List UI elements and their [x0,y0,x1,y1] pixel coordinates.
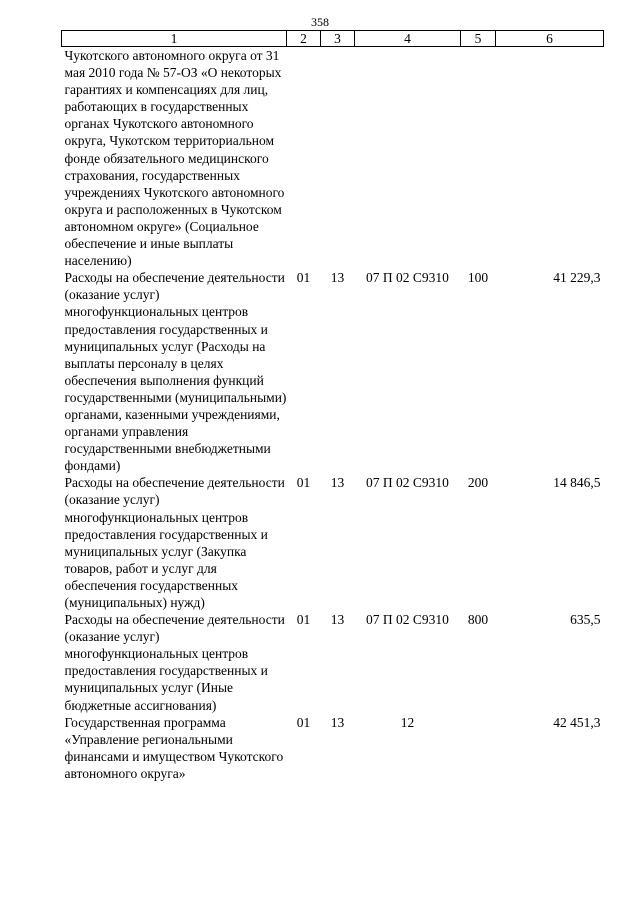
row-target: 12 [400,714,415,730]
header-col-2: 2 [287,31,321,47]
row-subsection [321,47,355,270]
row-expense-type: 800 [467,612,489,628]
table-header [62,31,604,47]
table-row [62,47,604,270]
header-col-1: 1 [62,31,287,47]
row-amount: 41 229,3 [553,270,601,286]
row-section: 01 [296,475,311,491]
row-section [287,47,321,270]
row-name: Чукотского автономного округа от 31 мая 2010 года № 57-ОЗ «О некоторых гарантиях и компенсациях для лиц, работающих в государственных органах Чукотского автономного округа, Чукотском территориальном фонде обязательного медицинского страхования, государственных учреждениях Чукотского автономного округа и расположенных в Чукотском автономном округе» (Социальное обеспечение и иные выплаты населению) [64,48,285,269]
row-name: Расходы на обеспечение деятельности (оказание услуг) многофункциональных центров предоставления государственных и муниципальных услуг (Закупка товаров, работ и услуг для обеспечения государственных (муниципальных) нужд) [64,475,285,610]
row-section: 01 [296,612,311,628]
row-amount: 42 451,3 [553,714,601,730]
row-target: 07 П 02 С9310 [366,270,449,286]
row-expense-type: 200 [467,475,489,491]
row-expense-type [461,714,496,782]
header-col-5: 5 [461,31,496,47]
header-row [62,31,604,47]
row-subsection: 13 [330,714,345,730]
row-expense-type [461,47,496,270]
row-target [355,47,461,270]
row-name: Государственная программа «Управление региональными финансами и имуществом Чукотского автономного округа» [64,714,284,781]
table-row [62,611,604,714]
row-section: 01 [296,270,311,286]
row-expense-type: 100 [467,270,489,286]
header-col-3: 3 [321,31,355,47]
budget-table [61,30,604,782]
row-target: 07 П 02 С9310 [366,475,449,491]
table-row [62,269,604,474]
row-subsection: 13 [330,475,345,491]
table-body [62,47,604,783]
row-name: Расходы на обеспечение деятельности (оказание услуг) многофункциональных центров предоставления государственных и муниципальных услуг (Иные бюджетные ассигнования) [64,612,285,713]
page-number: 358 [311,15,329,29]
row-name: Расходы на обеспечение деятельности (оказание услуг) многофункциональных центров предоставления государственных и муниципальных услуг (Расходы на выплаты персоналу в целях обеспечения выполнения функций государственными (муниципальными) органами, казенными учреждениями, органами управления государственными внебюджетными фондами) [64,270,287,474]
header-col-4: 4 [355,31,461,47]
row-amount: 14 846,5 [553,475,601,491]
table-row [62,474,604,611]
row-amount: 635,5 [570,612,601,628]
header-col-6: 6 [496,31,604,47]
row-subsection: 13 [330,612,345,628]
row-subsection: 13 [330,270,345,286]
row-amount [496,47,604,270]
row-section: 01 [296,714,311,730]
table-row [62,714,604,782]
row-target: 07 П 02 С9310 [366,612,449,628]
